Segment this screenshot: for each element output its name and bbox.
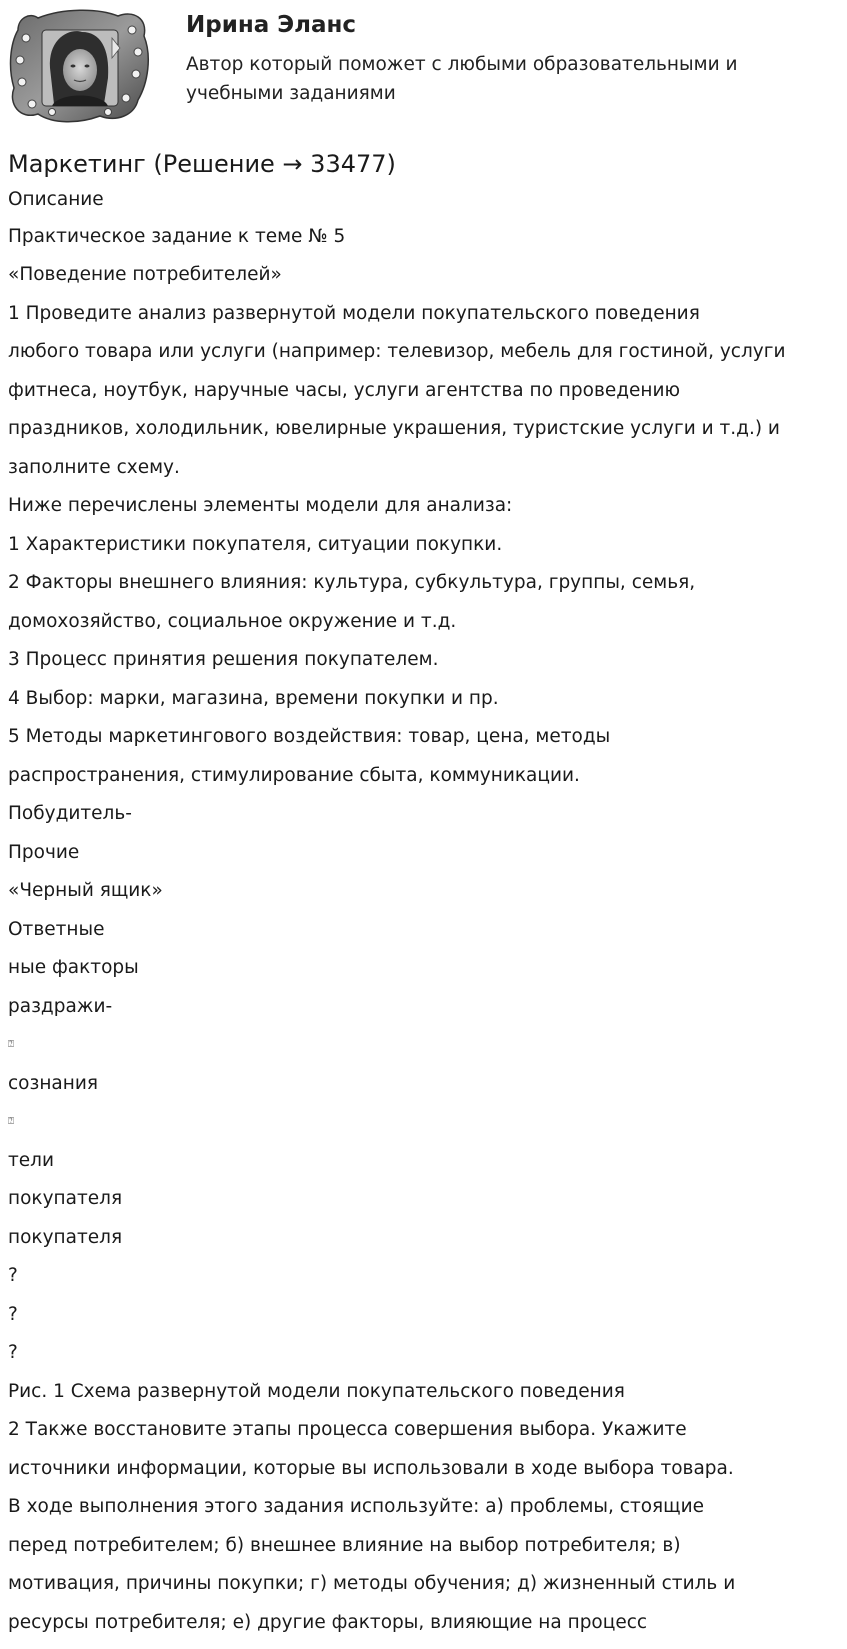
text-line: ? <box>8 1265 18 1286</box>
text-line: Ответные <box>8 918 105 940</box>
author-name[interactable]: Ирина Эланс <box>186 12 357 38</box>
text-line: 5 Методы маркетингового воздействия: товар, цена, методы <box>8 726 611 747</box>
section-label: Описание <box>8 189 104 210</box>
text-line: Ниже перечислены элементы модели для анализа: <box>8 495 513 516</box>
author-avatar[interactable] <box>8 8 152 124</box>
author-description: Автор который поможет с любыми образовательными и учебными заданиями <box>186 54 738 104</box>
text-line: 1 Проведите анализ развернутой модели покупательского поведения <box>8 302 700 324</box>
text-line: мотивация, причины покупки; г) методы обучения; д) жизненный стиль и <box>8 1573 736 1594</box>
unknown-glyph-icon: ⍰ <box>8 1116 14 1127</box>
text-line: заполните схему. <box>8 456 180 478</box>
text-line: источники информации, которые вы использовали в ходе выбора товара. <box>8 1457 734 1479</box>
task-description <box>8 188 838 1649</box>
text-line: праздников, холодильник, ювелирные украшения, туристские услуги и т.д.) и <box>8 418 780 439</box>
text-line: сознания <box>8 1072 99 1094</box>
text-line: распространения, стимулирование сбыта, коммуникации. <box>8 764 580 786</box>
text-line: раздражи- <box>8 995 113 1017</box>
text-line: Побудитель- <box>8 803 132 824</box>
text-line: ? <box>8 1342 18 1363</box>
page-title: Маркетинг (Решение → 33477) <box>8 150 396 178</box>
text-line: ные факторы <box>8 957 139 978</box>
text-line: 4 Выбор: марки, магазина, времени покупки и пр. <box>8 687 499 709</box>
text-line: домохозяйство, социальное окружение и т.д. <box>8 610 457 632</box>
text-line: «Черный ящик» <box>8 880 163 901</box>
text-line: тели <box>8 1149 55 1171</box>
text-line: В ходе выполнения этого задания используйте: а) проблемы, стоящие <box>8 1496 705 1517</box>
text-line: покупателя <box>8 1188 123 1209</box>
text-line: 2 Факторы внешнего влияния: культура, субкультура, группы, семья, <box>8 572 696 593</box>
unknown-glyph-icon: ⍰ <box>8 1039 14 1050</box>
text-line: фитнеса, ноутбук, наручные часы, услуги агентства по проведению <box>8 379 681 401</box>
text-line: ресурсы потребителя; е) другие факторы, влияющие на процесс <box>8 1611 648 1633</box>
author-header <box>0 0 847 130</box>
text-line: Практическое задание к теме № 5 <box>8 225 346 247</box>
figure-caption: Рис. 1 Схема развернутой модели покупательского поведения <box>8 1380 625 1402</box>
text-line: Прочие <box>8 841 80 863</box>
text-line: перед потребителем; б) внешнее влияние на выбор потребителя; в) <box>8 1534 681 1556</box>
text-line: любого товара или услуги (например: телевизор, мебель для гостиной, услуги <box>8 341 786 362</box>
text-line: ? <box>8 1303 18 1325</box>
text-line: «Поведение потребителей» <box>8 264 282 285</box>
text-line: 1 Характеристики покупателя, ситуации покупки. <box>8 533 503 555</box>
text-line: 2 Также восстановите этапы процесса совершения выбора. Укажите <box>8 1419 687 1440</box>
text-line: 3 Процесс принятия решения покупателем. <box>8 649 439 670</box>
text-line: покупателя <box>8 1226 123 1248</box>
